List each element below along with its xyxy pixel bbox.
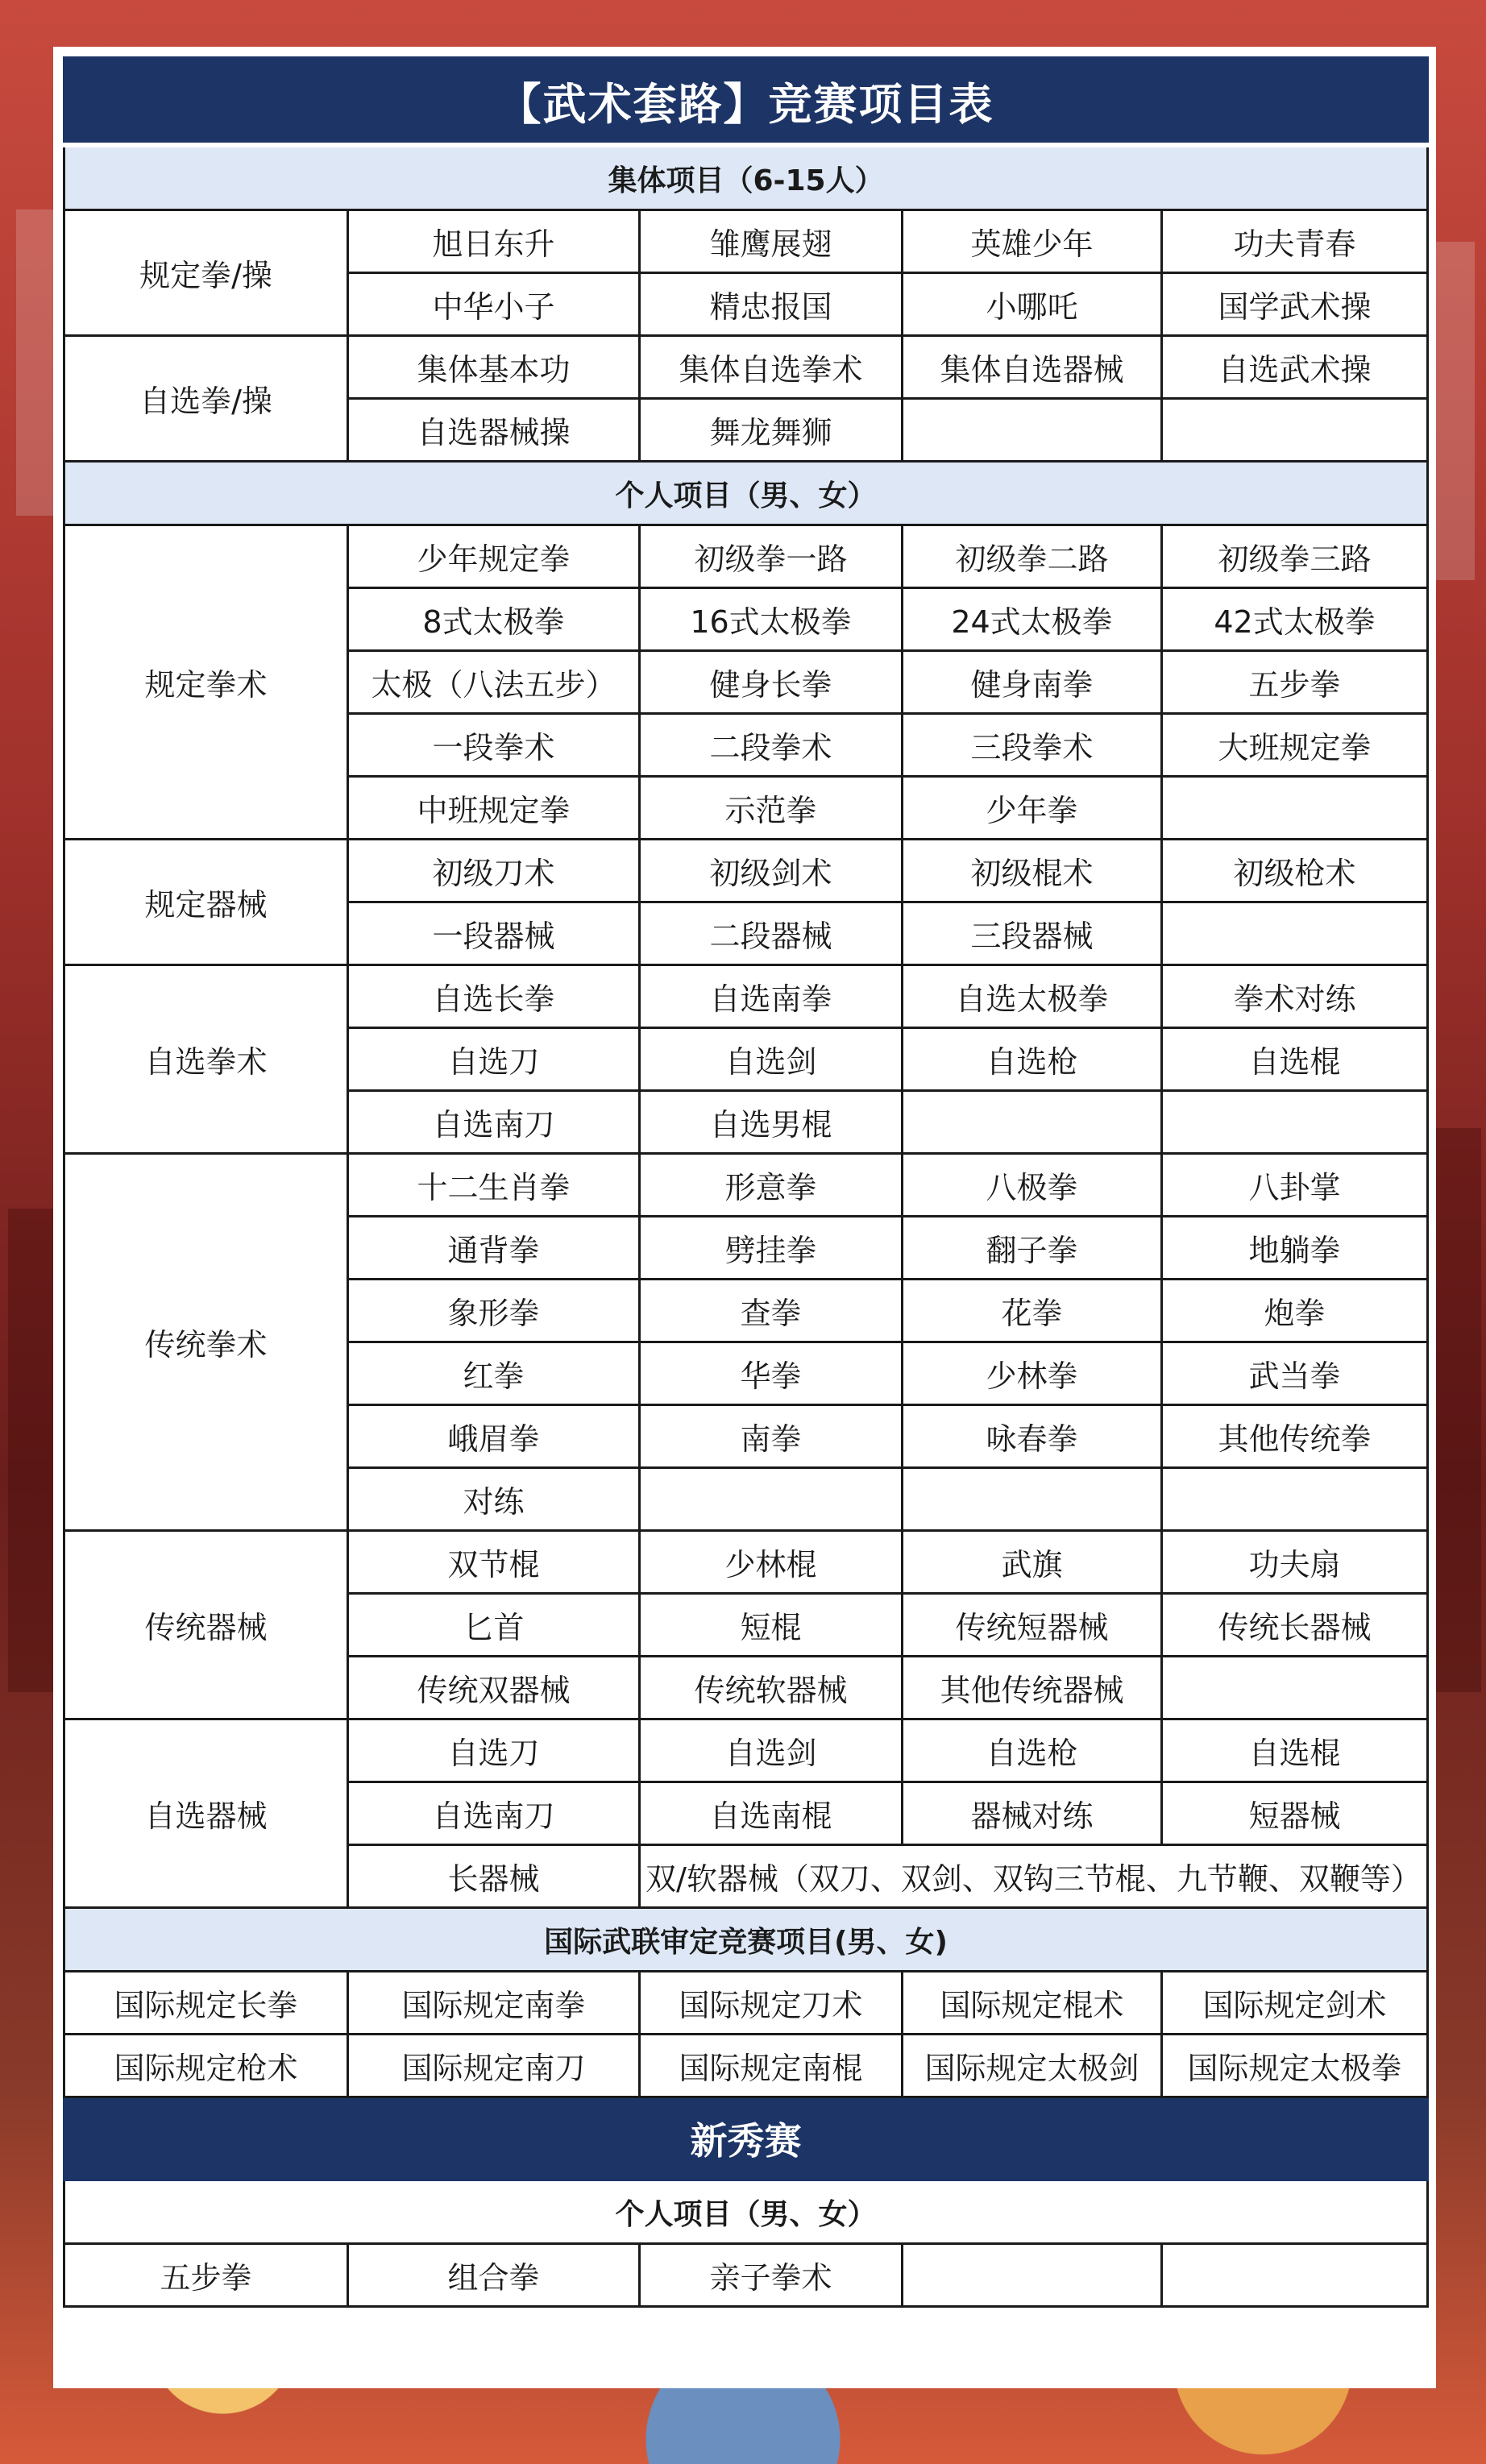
section-heading-row — [64, 2180, 1428, 2244]
event-cell: 42式太极拳 — [1162, 588, 1428, 651]
event-cell: 双节棍 — [348, 1531, 640, 1594]
event-cell — [1162, 902, 1428, 965]
event-cell: 初级剑术 — [640, 840, 903, 902]
event-cell: 自选男棍 — [640, 1091, 903, 1154]
event-cell: 拳术对练 — [1162, 965, 1428, 1028]
event-cell: 少年规定拳 — [348, 525, 640, 588]
event-cell: 自选棍 — [1162, 1028, 1428, 1091]
event-cell: 短棍 — [640, 1594, 903, 1657]
event-cell: 太极（八法五步） — [348, 651, 640, 714]
event-cell-wide: 双/软器械（双刀、双剑、双钩三节棍、九节鞭、双鞭等） — [640, 1845, 1428, 1908]
event-cell: 国际规定太极拳 — [1162, 2035, 1428, 2097]
competition-table — [63, 56, 1429, 2308]
section-heading: 个人项目（男、女） — [64, 2180, 1428, 2244]
table-row — [64, 2244, 1428, 2307]
event-cell: 武当拳 — [1162, 1342, 1428, 1405]
event-cell — [903, 2244, 1162, 2307]
event-cell: 初级枪术 — [1162, 840, 1428, 902]
event-cell: 传统长器械 — [1162, 1594, 1428, 1657]
event-cell: 自选南刀 — [348, 1782, 640, 1845]
event-cell: 传统软器械 — [640, 1657, 903, 1719]
event-cell: 自选太极拳 — [903, 965, 1162, 1028]
category-label: 自选器械 — [64, 1719, 348, 1908]
event-cell: 三段器械 — [903, 902, 1162, 965]
event-cell: 旭日东升 — [348, 210, 640, 273]
event-cell: 少林拳 — [903, 1342, 1162, 1405]
event-cell: 集体自选拳术 — [640, 336, 903, 399]
event-cell: 其他传统器械 — [903, 1657, 1162, 1719]
event-cell — [903, 1468, 1162, 1531]
event-cell: 翻子拳 — [903, 1217, 1162, 1280]
event-cell: 自选枪 — [903, 1719, 1162, 1782]
event-cell: 五步拳 — [64, 2244, 348, 2307]
event-cell: 舞龙舞狮 — [640, 399, 903, 462]
event-cell: 花拳 — [903, 1280, 1162, 1342]
event-cell — [903, 1091, 1162, 1154]
event-cell: 国际规定太极剑 — [903, 2035, 1162, 2097]
event-cell: 红拳 — [348, 1342, 640, 1405]
event-cell: 小哪吒 — [903, 273, 1162, 336]
event-cell — [1162, 777, 1428, 840]
section-heading: 集体项目（6-15人） — [64, 145, 1428, 210]
event-cell: 炮拳 — [1162, 1280, 1428, 1342]
event-cell: 少林棍 — [640, 1531, 903, 1594]
event-cell: 南拳 — [640, 1405, 903, 1468]
section-heading-row — [64, 462, 1428, 525]
event-cell: 一段拳术 — [348, 714, 640, 777]
event-cell: 国际规定南拳 — [348, 1972, 640, 2035]
event-cell — [1162, 1468, 1428, 1531]
event-cell: 8式太极拳 — [348, 588, 640, 651]
event-cell: 国学武术操 — [1162, 273, 1428, 336]
event-cell: 健身南拳 — [903, 651, 1162, 714]
category-label: 传统拳术 — [64, 1154, 348, 1531]
event-cell: 传统短器械 — [903, 1594, 1162, 1657]
event-cell: 八极拳 — [903, 1154, 1162, 1217]
event-cell: 自选剑 — [640, 1028, 903, 1091]
event-cell: 精忠报国 — [640, 273, 903, 336]
category-label: 规定拳术 — [64, 525, 348, 840]
event-cell: 集体基本功 — [348, 336, 640, 399]
event-cell: 自选刀 — [348, 1719, 640, 1782]
event-cell: 咏春拳 — [903, 1405, 1162, 1468]
event-cell: 雏鹰展翅 — [640, 210, 903, 273]
category-label: 传统器械 — [64, 1531, 348, 1719]
table-row — [64, 840, 1428, 902]
category-label: 自选拳/操 — [64, 336, 348, 462]
event-cell: 初级拳三路 — [1162, 525, 1428, 588]
table-row — [64, 210, 1428, 273]
event-cell: 国际规定南棍 — [640, 2035, 903, 2097]
title-row — [64, 58, 1428, 146]
event-cell: 英雄少年 — [903, 210, 1162, 273]
event-cell: 峨眉拳 — [348, 1405, 640, 1468]
event-cell: 对练 — [348, 1468, 640, 1531]
event-cell — [1162, 399, 1428, 462]
section-heading: 国际武联审定竞赛项目(男、女) — [64, 1908, 1428, 1972]
event-cell: 匕首 — [348, 1594, 640, 1657]
event-cell: 24式太极拳 — [903, 588, 1162, 651]
event-cell: 少年拳 — [903, 777, 1162, 840]
event-cell: 16式太极拳 — [640, 588, 903, 651]
event-cell: 集体自选器械 — [903, 336, 1162, 399]
event-cell: 初级拳二路 — [903, 525, 1162, 588]
table-row — [64, 1531, 1428, 1594]
event-cell: 功夫青春 — [1162, 210, 1428, 273]
event-cell: 国际规定剑术 — [1162, 1972, 1428, 2035]
event-cell: 器械对练 — [903, 1782, 1162, 1845]
event-cell: 查拳 — [640, 1280, 903, 1342]
event-cell — [1162, 1657, 1428, 1719]
event-cell: 初级棍术 — [903, 840, 1162, 902]
event-cell: 国际规定南刀 — [348, 2035, 640, 2097]
event-cell — [903, 399, 1162, 462]
table-row — [64, 525, 1428, 588]
table-row — [64, 1972, 1428, 2035]
event-cell: 自选长拳 — [348, 965, 640, 1028]
event-cell: 中班规定拳 — [348, 777, 640, 840]
event-cell: 传统双器械 — [348, 1657, 640, 1719]
event-cell: 国际规定刀术 — [640, 1972, 903, 2035]
section-heading: 个人项目（男、女） — [64, 462, 1428, 525]
event-cell: 中华小子 — [348, 273, 640, 336]
event-cell: 健身长拳 — [640, 651, 903, 714]
category-label: 规定拳/操 — [64, 210, 348, 336]
event-cell: 国际规定枪术 — [64, 2035, 348, 2097]
event-cell: 象形拳 — [348, 1280, 640, 1342]
newbie-title-row — [64, 2097, 1428, 2180]
event-cell: 国际规定棍术 — [903, 1972, 1162, 2035]
event-cell: 初级刀术 — [348, 840, 640, 902]
table-row — [64, 965, 1428, 1028]
event-cell: 自选枪 — [903, 1028, 1162, 1091]
event-cell: 自选棍 — [1162, 1719, 1428, 1782]
event-cell: 十二生肖拳 — [348, 1154, 640, 1217]
section-heading-row — [64, 145, 1428, 210]
event-cell: 国际规定长拳 — [64, 1972, 348, 2035]
event-cell: 自选器械操 — [348, 399, 640, 462]
event-cell: 自选南刀 — [348, 1091, 640, 1154]
newbie-title: 新秀赛 — [64, 2097, 1428, 2180]
section-heading-row — [64, 1908, 1428, 1972]
table-row — [64, 2035, 1428, 2097]
event-cell: 其他传统拳 — [1162, 1405, 1428, 1468]
event-cell: 大班规定拳 — [1162, 714, 1428, 777]
page-title: 【武术套路】竞赛项目表 — [64, 58, 1428, 146]
event-cell: 初级拳一路 — [640, 525, 903, 588]
event-cell — [1162, 2244, 1428, 2307]
event-cell: 五步拳 — [1162, 651, 1428, 714]
category-label: 规定器械 — [64, 840, 348, 965]
event-cell: 自选南拳 — [640, 965, 903, 1028]
event-cell: 长器械 — [348, 1845, 640, 1908]
event-cell: 自选刀 — [348, 1028, 640, 1091]
event-cell: 地躺拳 — [1162, 1217, 1428, 1280]
table-row — [64, 1154, 1428, 1217]
event-cell: 短器械 — [1162, 1782, 1428, 1845]
event-cell: 自选南棍 — [640, 1782, 903, 1845]
event-cell: 自选剑 — [640, 1719, 903, 1782]
event-cell: 武旗 — [903, 1531, 1162, 1594]
table-row — [64, 336, 1428, 399]
event-cell: 自选武术操 — [1162, 336, 1428, 399]
event-cell: 一段器械 — [348, 902, 640, 965]
competition-table-sheet — [53, 47, 1436, 2388]
category-label: 自选拳术 — [64, 965, 348, 1154]
event-cell: 亲子拳术 — [640, 2244, 903, 2307]
event-cell: 二段器械 — [640, 902, 903, 965]
event-cell — [640, 1468, 903, 1531]
event-cell: 八卦掌 — [1162, 1154, 1428, 1217]
event-cell: 通背拳 — [348, 1217, 640, 1280]
event-cell: 二段拳术 — [640, 714, 903, 777]
event-cell: 形意拳 — [640, 1154, 903, 1217]
event-cell: 劈挂拳 — [640, 1217, 903, 1280]
event-cell: 华拳 — [640, 1342, 903, 1405]
event-cell: 功夫扇 — [1162, 1531, 1428, 1594]
table-row — [64, 1719, 1428, 1782]
event-cell: 组合拳 — [348, 2244, 640, 2307]
event-cell: 三段拳术 — [903, 714, 1162, 777]
event-cell: 示范拳 — [640, 777, 903, 840]
event-cell — [1162, 1091, 1428, 1154]
